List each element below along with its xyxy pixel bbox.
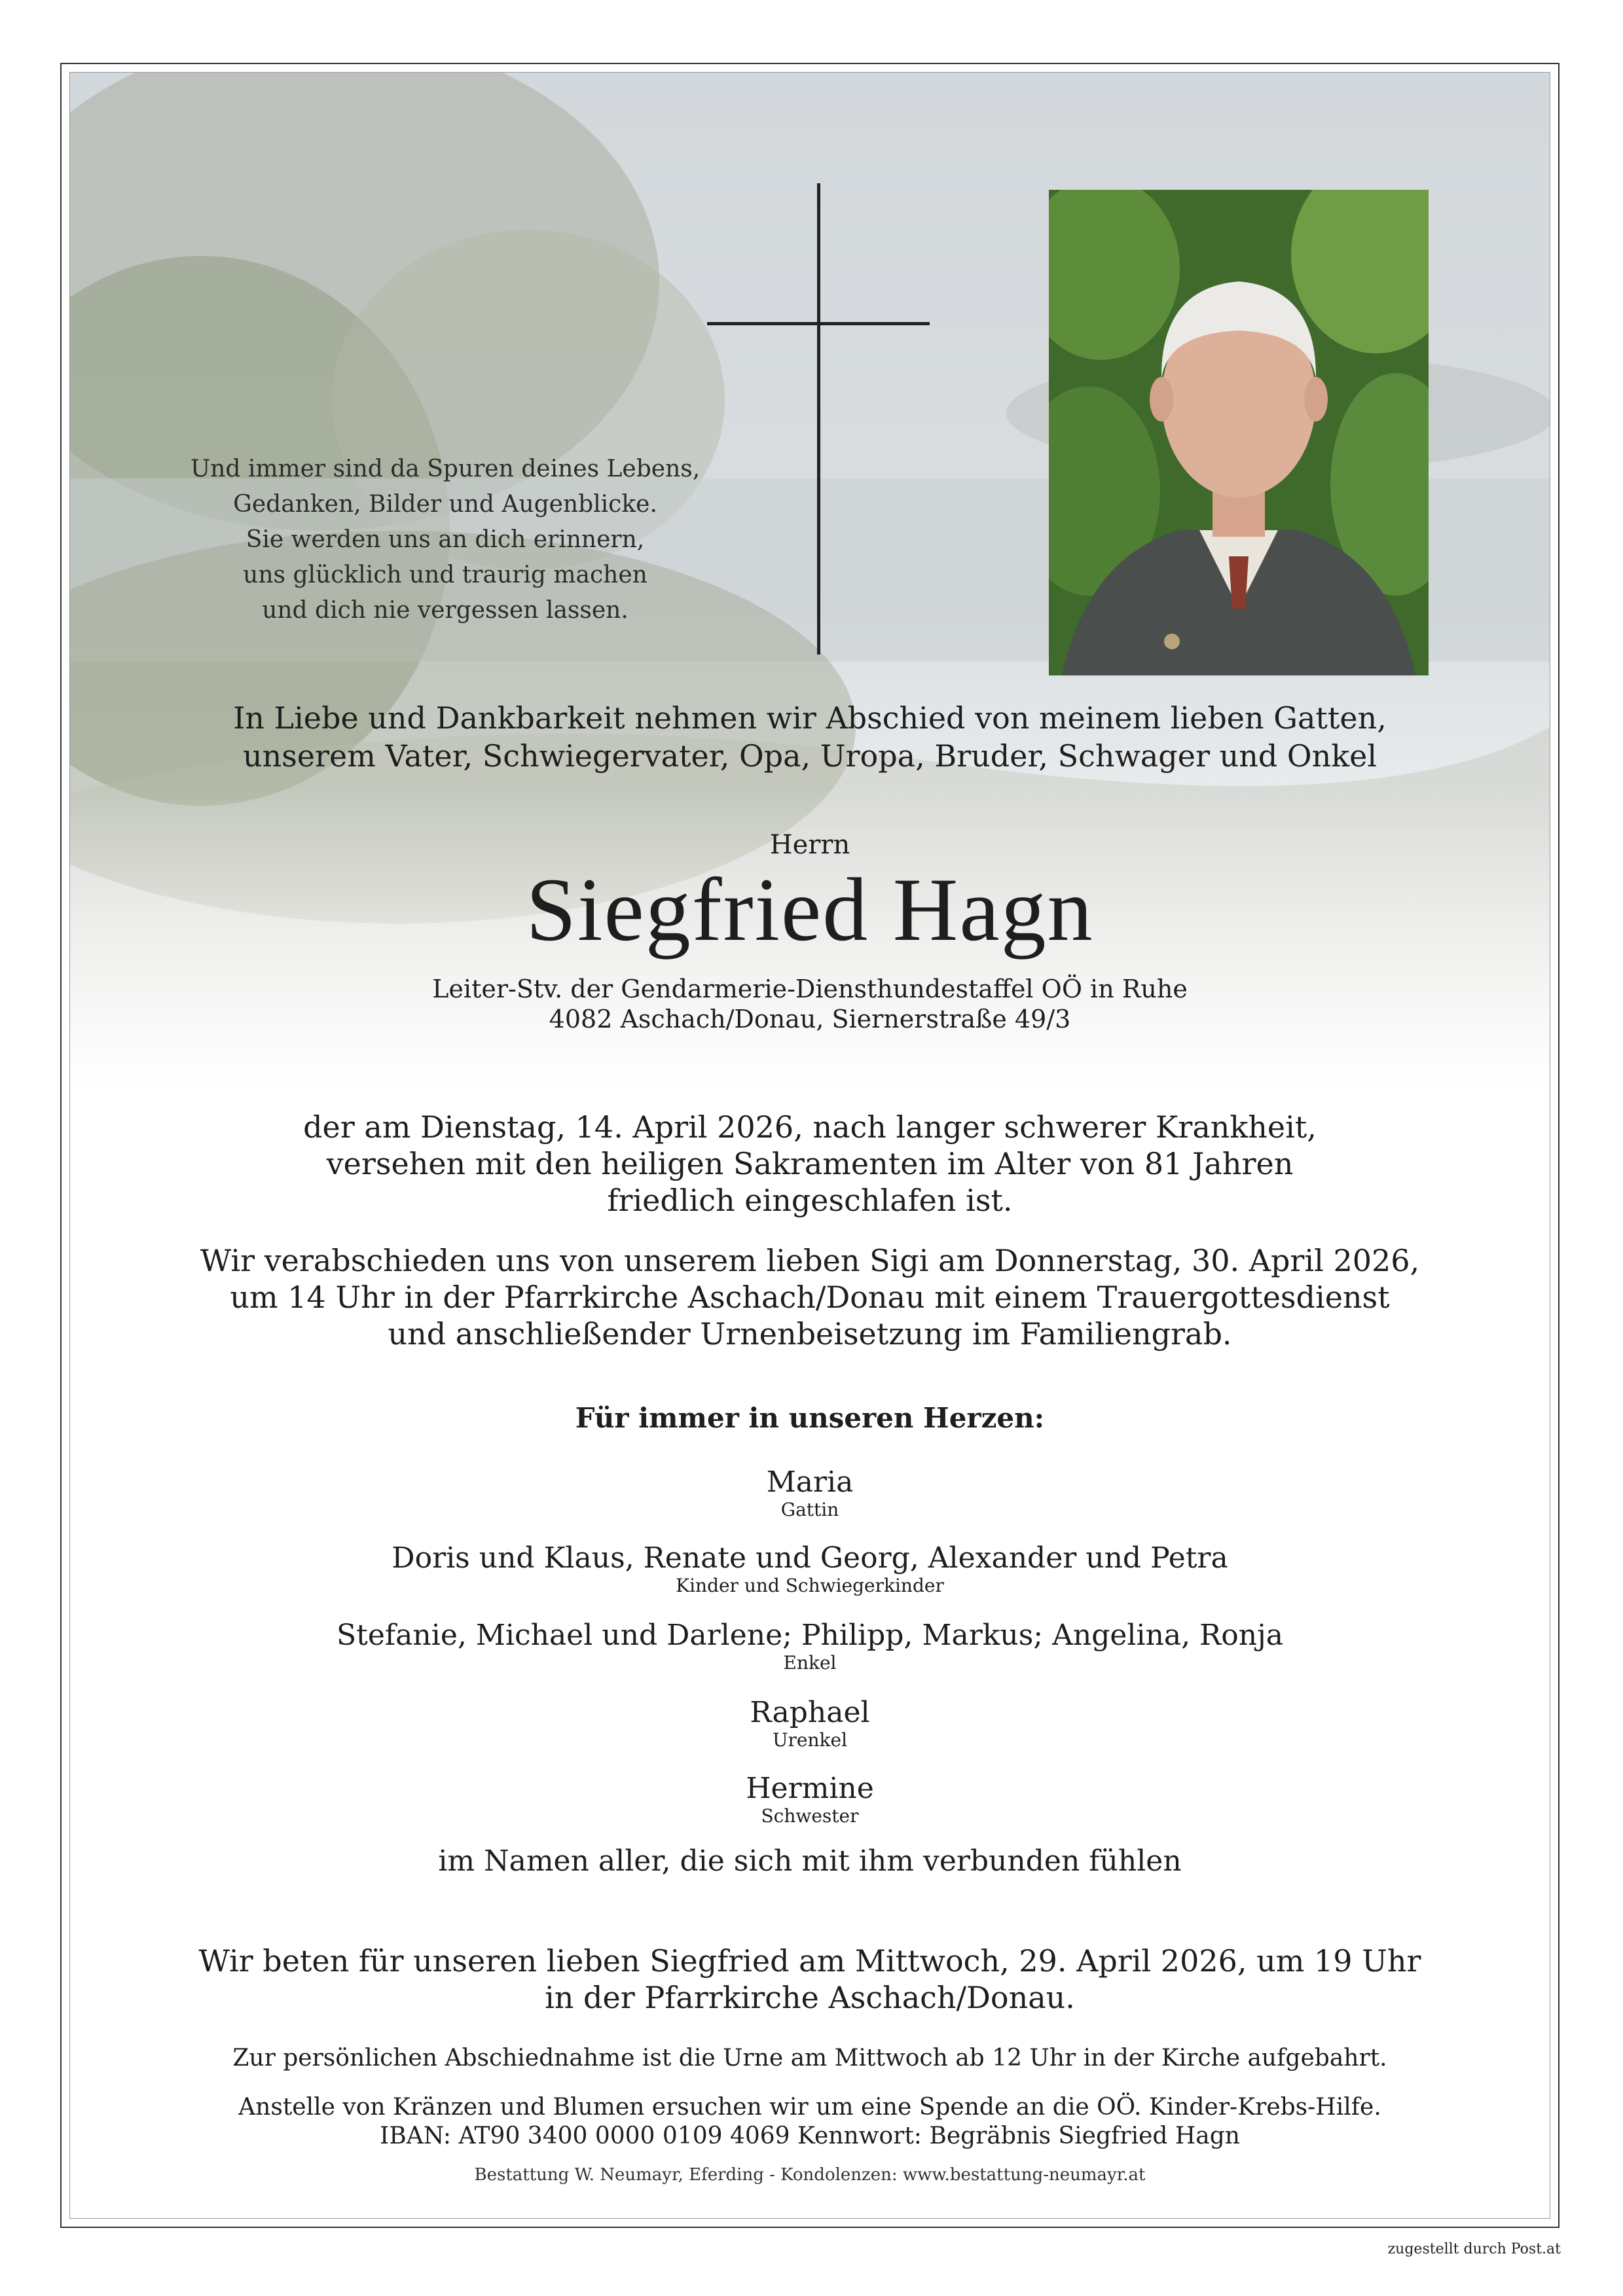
family-names: Stefanie, Michael und Darlene; Philipp, Markus; Angelina, Ronja: [337, 1619, 1283, 1652]
portrait-photo: [1049, 190, 1429, 675]
hearts-heading: Für immer in unseren Herzen:: [575, 1402, 1045, 1434]
prayer-line: Wir beten für unseren lieben Siegfried am Mittwoch, 29. April 2026, um 19 Uhr: [198, 1943, 1421, 1979]
family-entry: [70, 1618, 1550, 1673]
family-relation: Gattin: [780, 1499, 839, 1520]
footer-undertaker: Bestattung W. Neumayr, Eferding - Kondolenzen: www.bestattung-neumayr.at: [474, 2165, 1146, 2185]
family-entry: [70, 1771, 1550, 1826]
prayer-text: [70, 1943, 1550, 2016]
names-all-text: im Namen aller, die sich mit ihm verbunden fühlen: [438, 1844, 1182, 1878]
poem: [131, 452, 759, 628]
family-entry: [70, 1541, 1550, 1596]
prayer-line: in der Pfarrkirche Aschach/Donau.: [545, 1980, 1075, 2015]
family-names: Hermine: [746, 1772, 874, 1805]
funeral-text: [70, 1242, 1550, 1352]
death-line: friedlich eingeschlafen ist.: [607, 1183, 1013, 1218]
poem-line: uns glücklich und traurig machen: [243, 562, 647, 588]
family-relation: Urenkel: [772, 1729, 848, 1751]
funeral-line: um 14 Uhr in der Pfarrkirche Aschach/Donau mit einem Trauergottesdienst: [230, 1280, 1390, 1315]
funeral-line: und anschließender Urnenbeisetzung im Familiengrab.: [388, 1316, 1232, 1352]
death-text: [70, 1109, 1550, 1219]
deceased-name: Siegfried Hagn: [526, 859, 1094, 960]
intro-text: [70, 699, 1550, 775]
role-line: Leiter-Stv. der Gendarmerie-Diensthundestaffel OÖ in Ruhe: [432, 975, 1188, 1003]
death-line: der am Dienstag, 14. April 2026, nach langer schwerer Krankheit,: [303, 1109, 1317, 1145]
poem-line: Gedanken, Bilder und Augenblicke.: [233, 491, 657, 518]
death-line: versehen mit den heiligen Sakramenten im Alter von 81 Jahren: [326, 1146, 1294, 1181]
family-names: Maria: [766, 1465, 854, 1499]
role-address: [70, 974, 1550, 1034]
family-relation: Kinder und Schwiegerkinder: [676, 1575, 944, 1596]
family-relation: Enkel: [783, 1652, 837, 1674]
intro-line: In Liebe und Dankbarkeit nehmen wir Abschied von meinem lieben Gatten,: [233, 700, 1387, 736]
poem-line: und dich nie vergessen lassen.: [262, 597, 629, 624]
delivered-by: zugestellt durch Post.at: [1387, 2241, 1561, 2257]
salutation: Herrn: [769, 830, 850, 860]
poem-line: Sie werden uns an dich erinnern,: [246, 526, 645, 553]
intro-line: unserem Vater, Schwiegervater, Opa, Uropa, Bruder, Schwager und Onkel: [242, 738, 1377, 774]
family-names: Doris und Klaus, Renate und Georg, Alexander und Petra: [392, 1541, 1228, 1575]
address-line: 4082 Aschach/Donau, Siernerstraße 49/3: [549, 1005, 1071, 1033]
donation-line: Anstelle von Kränzen und Blumen ersuchen wir um eine Spende an die OÖ. Kinder-Krebs-Hilfe.: [238, 2094, 1381, 2121]
family-entry: [70, 1465, 1550, 1520]
poem-line: Und immer sind da Spuren deines Lebens,: [190, 456, 701, 482]
funeral-line: Wir verabschieden uns von unserem lieben Sigi am Donnerstag, 30. April 2026,: [200, 1243, 1420, 1278]
family-relation: Schwester: [761, 1805, 859, 1827]
iban-line: IBAN: AT90 3400 0000 0109 4069 Kennwort: Begräbnis Siegfried Hagn: [380, 2123, 1240, 2149]
family-names: Raphael: [750, 1696, 870, 1729]
donation-text: [70, 2093, 1550, 2151]
family-entry: [70, 1695, 1550, 1750]
urn-text: Zur persönlichen Abschiednahme ist die Urne am Mittwoch ab 12 Uhr in der Kirche aufgebahrt.: [232, 2045, 1387, 2072]
